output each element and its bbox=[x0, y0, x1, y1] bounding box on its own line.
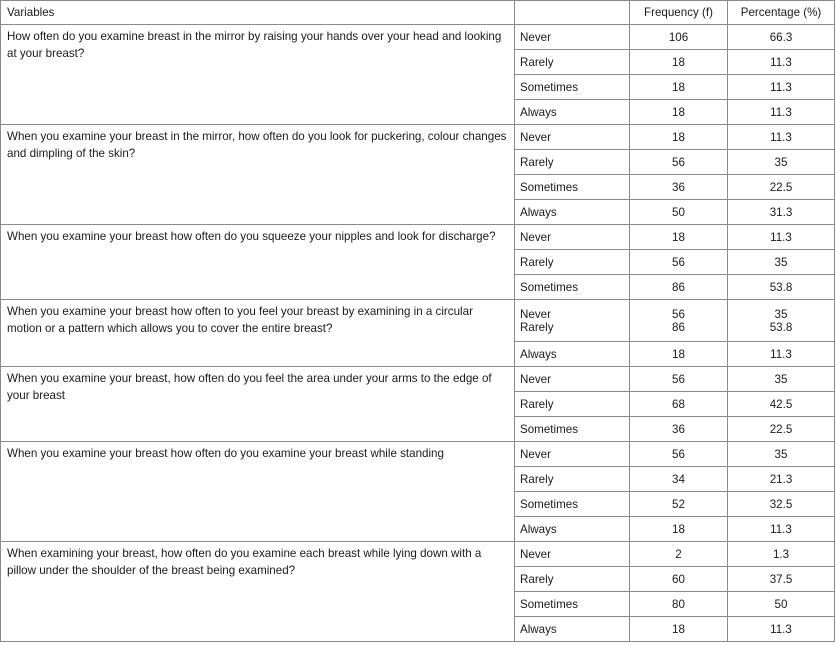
answer-cell: Sometimes bbox=[515, 175, 630, 200]
answer-cell: Sometimes bbox=[515, 275, 630, 300]
frequency-cell: 18 bbox=[630, 617, 728, 642]
percentage-cell: 50 bbox=[728, 592, 835, 617]
table-row bbox=[1, 125, 835, 150]
frequency-text: 56 bbox=[672, 307, 685, 321]
frequency-text: 86 bbox=[672, 320, 685, 334]
question-text: When examining your breast, how often do you examine each breast while lying down with a pillow under the shoulder of the breast being examined? bbox=[1, 542, 515, 642]
answer-cell: Never bbox=[515, 25, 630, 50]
table-row bbox=[1, 542, 835, 567]
percentage-cell: 11.3 bbox=[728, 517, 835, 542]
frequency-cell: 106 bbox=[630, 25, 728, 50]
frequency-cell: 18 bbox=[630, 75, 728, 100]
answer-cell: Sometimes bbox=[515, 417, 630, 442]
answer-cell: Never bbox=[515, 367, 630, 392]
answer-cell: Never bbox=[515, 225, 630, 250]
answer-cell: Never bbox=[515, 542, 630, 567]
frequency-cell: 86 bbox=[630, 275, 728, 300]
percentage-cell: 21.3 bbox=[728, 467, 835, 492]
percentage-cell: 11.3 bbox=[728, 75, 835, 100]
question-text: How often do you examine breast in the mirror by raising your hands over your head and looking at your breast? bbox=[1, 25, 515, 125]
table-row bbox=[1, 300, 835, 342]
answer-cell: Rarely bbox=[515, 567, 630, 592]
answer-cell: Rarely bbox=[515, 50, 630, 75]
percentage-cell: 42.5 bbox=[728, 392, 835, 417]
question-text: When you examine your breast how often do you squeeze your nipples and look for discharge? bbox=[1, 225, 515, 300]
table-row bbox=[1, 442, 835, 467]
frequency-cell: 18 bbox=[630, 50, 728, 75]
answer-cell: Sometimes bbox=[515, 492, 630, 517]
header-variables: Variables bbox=[1, 1, 515, 25]
question-text: When you examine your breast in the mirror, how often do you look for puckering, colour changes and dimpling of the skin? bbox=[1, 125, 515, 225]
frequency-cell: 56 bbox=[630, 150, 728, 175]
answer-cell: Always bbox=[515, 617, 630, 642]
percentage-cell: 35 bbox=[728, 150, 835, 175]
answer-cell: Sometimes bbox=[515, 75, 630, 100]
percentage-cell: 11.3 bbox=[728, 225, 835, 250]
table-row bbox=[1, 225, 835, 250]
percentage-cell: 37.5 bbox=[728, 567, 835, 592]
frequency-cell: 56 bbox=[630, 250, 728, 275]
frequency-cell: 18 bbox=[630, 342, 728, 367]
percentage-cell: 35 bbox=[728, 442, 835, 467]
answer-cell: Rarely bbox=[515, 467, 630, 492]
percentage-text: 35 bbox=[774, 307, 788, 321]
answer-cell: Rarely bbox=[515, 392, 630, 417]
percentage-cell: 32.5 bbox=[728, 492, 835, 517]
frequency-cell: 56 bbox=[630, 442, 728, 467]
percentage-cell: 35 bbox=[728, 367, 835, 392]
frequency-cell: 18 bbox=[630, 225, 728, 250]
percentage-cell: 11.3 bbox=[728, 50, 835, 75]
answer-cell: Sometimes bbox=[515, 592, 630, 617]
answer-cell: Rarely bbox=[515, 250, 630, 275]
answer-cell: Always bbox=[515, 100, 630, 125]
header-percentage: Percentage (%) bbox=[728, 1, 835, 25]
question-text: When you examine your breast how often to you feel your breast by examining in a circular motion or a pattern which allows you to cover the entire breast? bbox=[1, 300, 515, 367]
percentage-cell: 11.3 bbox=[728, 342, 835, 367]
frequency-cell: 36 bbox=[630, 417, 728, 442]
percentage-cell: 35 bbox=[728, 250, 835, 275]
answer-cell: Always bbox=[515, 517, 630, 542]
header-row bbox=[1, 1, 835, 25]
frequency-cell: 18 bbox=[630, 125, 728, 150]
frequency-cell: 18 bbox=[630, 517, 728, 542]
percentage-cell: 22.5 bbox=[728, 175, 835, 200]
frequency-cell: 56 bbox=[630, 367, 728, 392]
answer-cell: Never bbox=[515, 125, 630, 150]
percentage-cell bbox=[728, 300, 835, 342]
percentage-cell: 11.3 bbox=[728, 617, 835, 642]
frequency-cell bbox=[630, 300, 728, 342]
frequency-cell: 52 bbox=[630, 492, 728, 517]
frequency-cell: 36 bbox=[630, 175, 728, 200]
question-text: When you examine your breast, how often do you feel the area under your arms to the edge of your breast bbox=[1, 367, 515, 442]
answer-text: Never bbox=[520, 307, 551, 321]
percentage-text: 53.8 bbox=[769, 320, 793, 334]
percentage-cell: 11.3 bbox=[728, 100, 835, 125]
header-frequency: Frequency (f) bbox=[630, 1, 728, 25]
percentage-cell: 1.3 bbox=[728, 542, 835, 567]
frequency-cell: 60 bbox=[630, 567, 728, 592]
table-row bbox=[1, 25, 835, 50]
answer-cell: Always bbox=[515, 200, 630, 225]
percentage-cell: 31.3 bbox=[728, 200, 835, 225]
percentage-cell: 66.3 bbox=[728, 25, 835, 50]
table-row bbox=[1, 367, 835, 392]
percentage-cell: 22.5 bbox=[728, 417, 835, 442]
answer-cell: Always bbox=[515, 342, 630, 367]
frequency-cell: 68 bbox=[630, 392, 728, 417]
percentage-cell: 11.3 bbox=[728, 125, 835, 150]
question-text: When you examine your breast how often do you examine your breast while standing bbox=[1, 442, 515, 542]
answer-cell: Never bbox=[515, 442, 630, 467]
frequency-cell: 34 bbox=[630, 467, 728, 492]
answer-cell bbox=[515, 300, 630, 342]
answer-text: Rarely bbox=[520, 320, 554, 334]
frequency-cell: 80 bbox=[630, 592, 728, 617]
frequency-cell: 50 bbox=[630, 200, 728, 225]
frequency-cell: 18 bbox=[630, 100, 728, 125]
percentage-cell: 53.8 bbox=[728, 275, 835, 300]
header-response bbox=[515, 1, 630, 25]
answer-cell: Rarely bbox=[515, 150, 630, 175]
frequency-cell: 2 bbox=[630, 542, 728, 567]
